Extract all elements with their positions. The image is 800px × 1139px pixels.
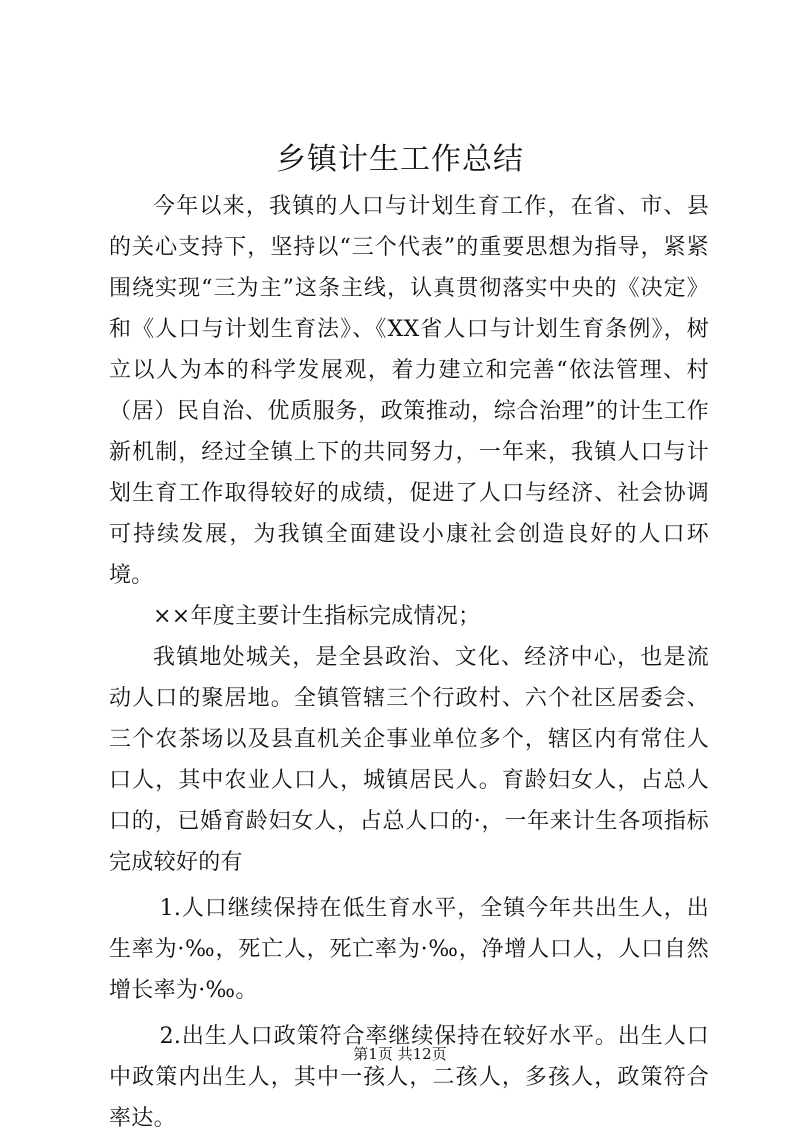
item-1-paragraph: 1.人口继续保持在低生育水平，全镇今年共出生人，出生率为·‰，死亡人，死亡率为·‰，净增人口人，人口自然增长率为·‰。 — [109, 896, 709, 1003]
overview-paragraph: 我镇地处城关，是全县政治、文化、经济中心，也是流动人口的聚居地。全镇管辖三个行政村、六个社区居委会、三个农茶场以及县直机关企事业单位多个，辖区内有常住人口人，其中农业人口人，城镇居民人。育龄妇女人，占总人口的，已婚育龄妇女人，占总人口的·，一年来计生各项指标完成较好的有 — [109, 645, 709, 875]
page-number-footer: 第1页 共12页 — [353, 1045, 447, 1063]
document-body — [109, 186, 709, 1139]
document-title: 乡镇计生工作总结 — [276, 142, 524, 177]
section-heading: ××年度主要计生指标完成情况； — [153, 604, 481, 629]
intro-paragraph: 今年以来，我镇的人口与计划生育工作，在省、市、县的关心支持下，坚持以“三个代表”的重要思想为指导，紧紧围绕实现“三为主”这条主线，认真贯彻落实中央的《决定》和《人口与计划生育法》、《XX省人口与计划生育条例》，树立以人为本的科学发展观，着力建立和完善“依法管理、村（居）民自治、优质服务，政策推动，综合治理”的计生工作新机制，经过全镇上下的共同努力，一年来，我镇人口与计划生育工作取得较好的成绩，促进了人口与经济、社会协调可持续发展，为我镇全面建设小康社会创造良好的人口环境。 — [109, 194, 709, 588]
item-2-paragraph: 2.出生人口政策符合率继续保持在较好水平。出生人口中政策内出生人，其中一孩人，二孩人，多孩人，政策符合率达。 — [109, 1024, 709, 1131]
